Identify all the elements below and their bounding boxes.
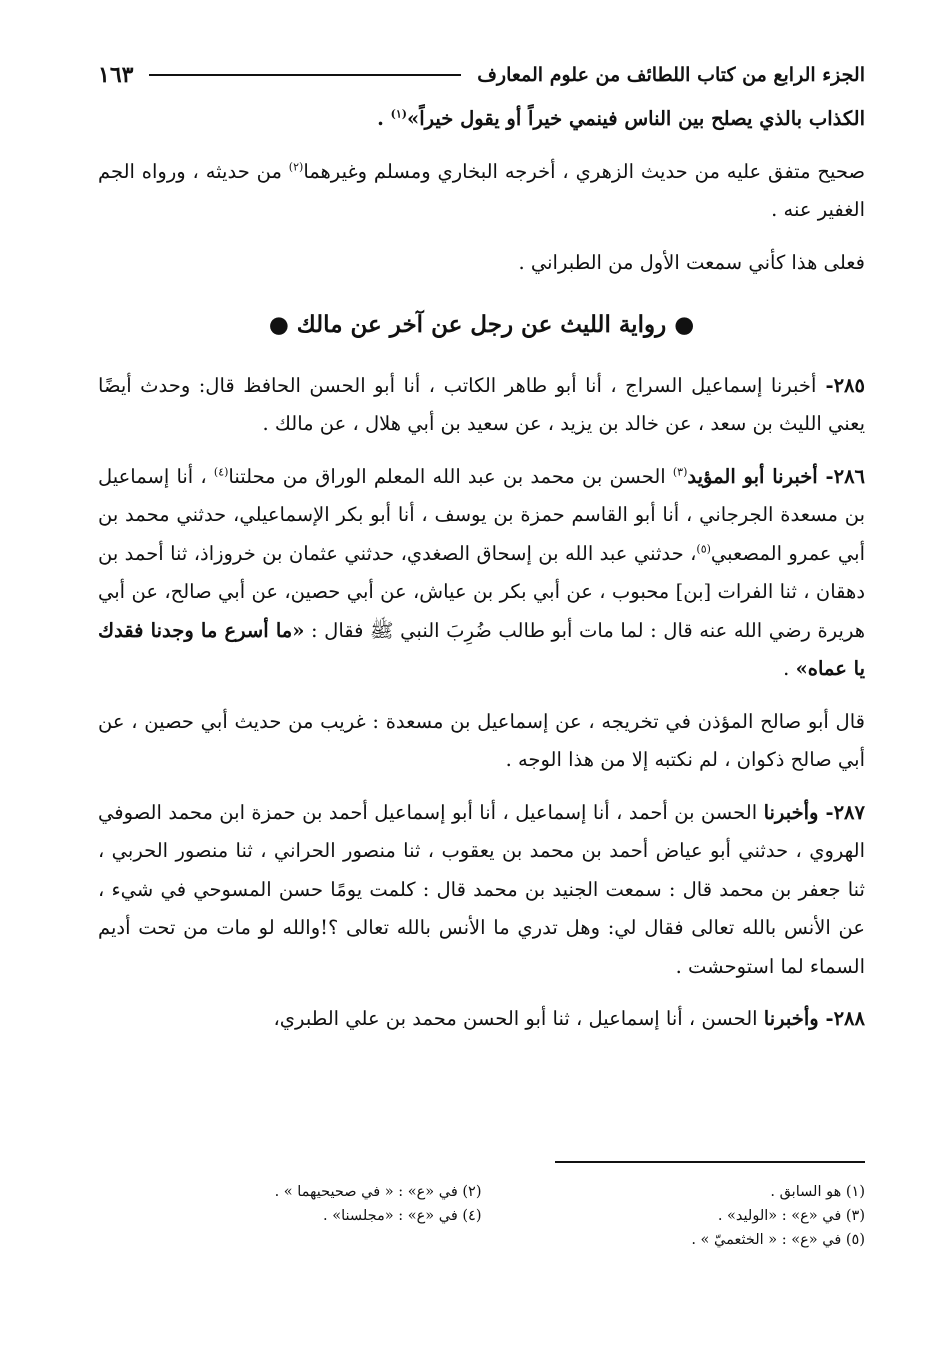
footnote-3: (٣) في «ع» : «الوليد» .: [717, 1208, 865, 1224]
header-rule: [149, 74, 461, 76]
hadith-number-286: ٢٨٦-: [817, 464, 866, 488]
paragraph-abu-salih: قال أبو صالح المؤذن في تخريجه ، عن إسماعيل بن مسعدة : غريب من حديث أبي حصين ، عن أبي صالح ذكوان ، لم نكتبه إلا من هذا الوجه .: [98, 709, 865, 771]
footnote-empty: [98, 1228, 482, 1252]
hadith-number-288: ٢٨٨-: [818, 1007, 865, 1030]
section-title: ● رواية الليث عن رجل عن آخر عن مالك ●: [268, 311, 695, 338]
footnote-1: (١) هو السابق .: [770, 1184, 865, 1200]
footnote-rule: [555, 1161, 865, 1163]
footnote-ref-4: (٤): [213, 465, 229, 478]
paragraph-takhrij: صحيح متفق عليه من حديث الزهري ، أخرجه البخاري ومسلم وغيرهما$^{(٢)}$ من حديثه ، ورواه الجم الغفير عنه .: [98, 159, 865, 221]
footnote-row: [98, 1228, 865, 1252]
footnote-4: (٤) في «ع» : «مجلسنا» .: [323, 1208, 482, 1224]
hadith-288: ٢٨٨- وأخبرنا الحسن ، أنا إسماعيل ، ثنا أبو الحسن محمد بن علي الطبري،: [273, 1007, 865, 1030]
footnote-row: [98, 1204, 865, 1228]
footnote-ref-3: (٣): [672, 465, 688, 478]
hadith-286: ٢٨٦- أخبرنا أبو المؤيد$^{(٣)}$ الحسن بن محمد بن عبد الله المعلم الوراق من محلتنا$^{(٤)}$ ، أنا إسماعيل بن مسعدة الجرجاني ، أنا أبو القاسم حمزة بن يوسف ، أنا أبو بكر الإسماعيلي، حدثني محمد بن أبي عمرو المصعبي$^{(٥)}$، حدثني عبد الله بن إسحاق الصغدي، حدثني عثمان بن خروزاذ، ثنا أحمد بن دهقان ، ثنا الفرات [بن] محبوب ، عن أبي بكر بن عياش، عن أبي حصين، عن أبي صالح، عن أبي هريرة رضي الله عنه قال : لما مات أبو طالب ضُرِبَ النبي ﷺ فقال : «ما أسرع ما وجدنا فقدك يا عماه» .: [98, 464, 866, 680]
hadith-285: ٢٨٥- أخبرنا إسماعيل السراج ، أنا أبو طاهر الكاتب ، أنا أبو الحسن الحافظ قال: وحدث أيضًا يعني الليث بن سعد ، عن خالد بن يزيد ، عن سعيد بن أبي هلال ، عن مالك .: [98, 373, 865, 435]
running-title: الجزء الرابع من كتاب اللطائف من علوم المعارف: [477, 64, 865, 86]
paragraph-note: فعلى هذا كأني سمعت الأول من الطبراني .: [518, 250, 865, 274]
hadith-number-287: ٢٨٧-: [818, 800, 865, 824]
footnotes: [98, 1180, 865, 1252]
page-number: ١٦٣: [98, 62, 134, 88]
hadith-quote: «ما أسرع ما وجدنا فقدك يا عماه»: [98, 618, 865, 680]
body-text: [98, 100, 865, 1039]
paragraph-hadith-end: الكذاب بالذي يصلح بين الناس فينمي خيراً أو يقول خيراً»$^{(١)}$ .: [377, 107, 865, 130]
footnote-5: (٥) في «ع» : « الخثعميّ » .: [691, 1232, 865, 1248]
hadith-number-285: ٢٨٥-: [816, 373, 865, 397]
footnote-ref-5: (٥): [696, 542, 711, 555]
footnote-2: (٢) في «ع» : « في صحيحيهما » .: [274, 1184, 482, 1200]
footnote-row: [98, 1180, 865, 1204]
footnote-ref-1: (١): [390, 107, 408, 121]
running-header: [98, 58, 865, 92]
hadith-287: ٢٨٧- وأخبرنا الحسن بن أحمد ، أنا إسماعيل ، أنا أبو إسماعيل أحمد بن حمزة ابن محمد الصوفي الهروي ، حدثني أبو عياض أحمد بن محمد بن يعقوب ، ثنا منصور الحراني ، ثنا منصور الحربي ، ثنا جعفر بن محمد قال : سمعت الجنيد بن محمد قال : كلمت يومًا حسن المسوحي في شيء ، عن الأنس بالله تعالى فقال لي: وهل تدري ما الأنس بالله تعالى ؟!والله لو مات من تحت أديم السماء لما استوحشت .: [98, 800, 865, 978]
footnote-ref-2: (٢): [288, 160, 304, 173]
